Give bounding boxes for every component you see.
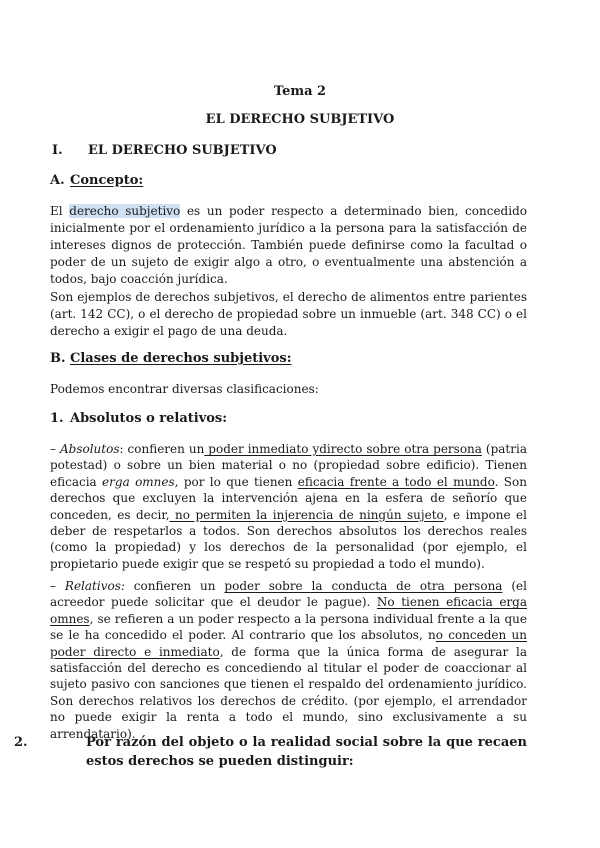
highlighted-term: derecho subjetivo — [69, 204, 181, 218]
item-1-heading: 1. Absolutos o relativos: — [50, 411, 228, 426]
clases-intro: Podemos encontrar diversas clasificaciones: — [50, 382, 319, 396]
concepto-paragraph-1: El derecho subjetivo es un poder respecto a determinado bien, concedido inicialmente por el ordenamiento jurídico a la persona para la satisfacción de intereses dignos de protección. También puede definirse como la facultad o poder de un sujeto de exigir algo a otro, o eventualmente una abstención a todos, bajo coacción jurídica. — [50, 204, 527, 286]
concepto-paragraph-2: Son ejemplos de derechos subjetivos, el derecho de alimentos entre parientes (art. 142 CC), o el derecho de propiedad sobre un inmueble (art. 348 CC) o el derecho a exigir el pago de una deuda. — [50, 290, 527, 338]
section-heading-I: I. EL DERECHO SUBJETIVO — [52, 143, 277, 158]
subsection-heading-B: B. Clases de derechos subjetivos: — [50, 351, 292, 366]
subsection-heading-A: A. Concepto: — [50, 173, 144, 188]
relativos-paragraph: – Relativos: confieren un poder sobre la conducta de otra persona (el acreedor puede solicitar que el deudor le pague). No tienen eficacia erga omnes, se refieren a un poder respecto a la persona individual frente a la que se le ha concedido el poder. Al contrario que los absolutos, no conceden un poder directo e inmediato, de forma que la única forma de asegurar la satisfacción del derecho es concediendo al titular el poder de coaccionar al sujeto pasivo con sanciones que tienen el respaldo del ordenamiento jurídico. Son derechos relativos los derechos de crédito. (por ejemplo, el arrendador no puede exigir la renta a todo el mundo, sino exclusivamente a su arrendatario). — [50, 579, 527, 741]
item-2-heading: 2. Por razón del objeto o la realidad social sobre la que recaen estos derechos se pueden distinguir: — [14, 735, 527, 769]
tema-label: Tema 2 — [273, 84, 327, 99]
main-title: EL DERECHO SUBJETIVO — [205, 112, 395, 127]
absolutos-paragraph: – Absolutos: confieren un poder inmediato ydirecto sobre otra persona (patria potestad) o sobre un bien material o no (propiedad sobre edificio). Tienen eficacia erga omnes, por lo que tienen eficacia frente a todo el mundo. Son derechos que excluyen la intervención ajena en la esfera de señorío que conceden, es decir, no permiten la injerencia de ningún sujeto, e impone el deber de respetarlos a todos. Son derechos absolutos los derechos reales (como la propiedad) y los derechos de la personalidad (por ejemplo, el propietario puede exigir que se respetó su propiedad a todo el mundo). — [50, 442, 527, 571]
